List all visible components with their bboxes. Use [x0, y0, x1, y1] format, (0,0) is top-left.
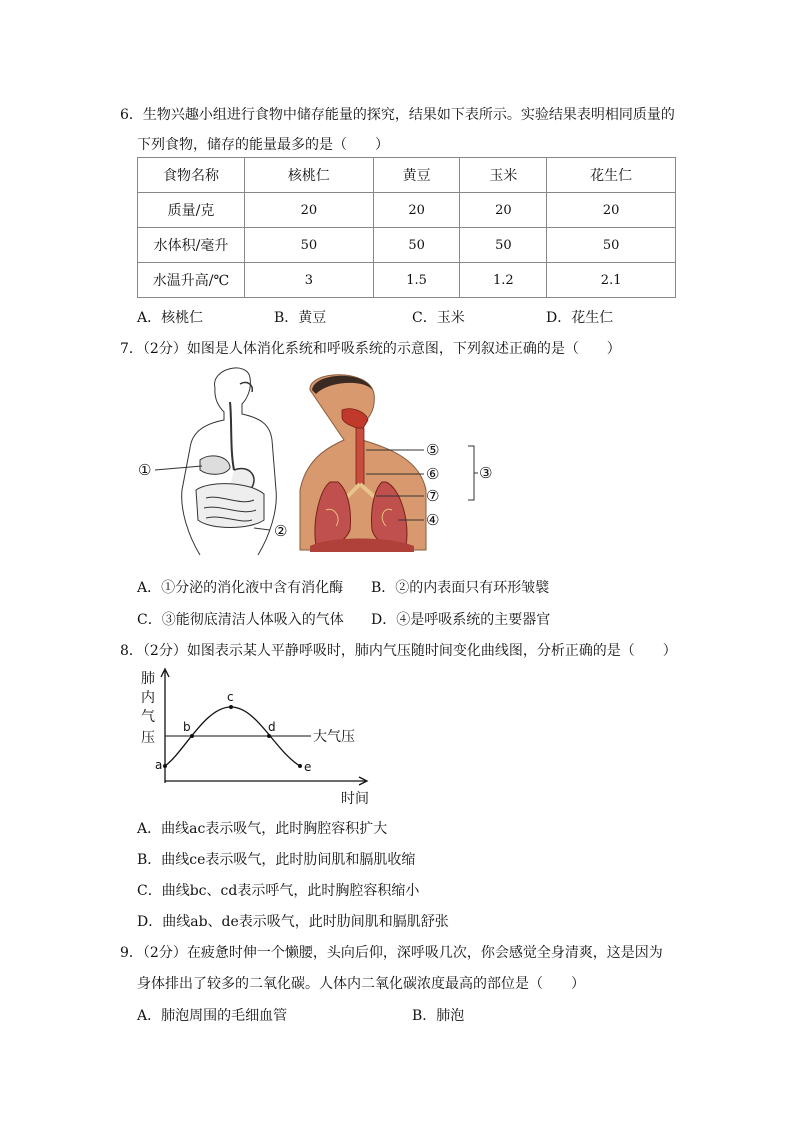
table-header-cell: 核桃仁 [245, 158, 374, 193]
q7-option-c[interactable]: C．③能彻底清洁人体吸入的气体 [137, 612, 344, 628]
leader-line-2 [254, 528, 270, 530]
point-d-label: d [268, 720, 276, 734]
point-c [229, 705, 233, 709]
table-header-row [138, 158, 676, 193]
ylabel-char: 压 [141, 730, 155, 746]
table-header-cell: 玉米 [460, 158, 547, 193]
q7-option-d[interactable]: D．④是呼吸系统的主要器官 [371, 612, 551, 628]
lung-pressure-graph [135, 663, 375, 813]
q8-option-d[interactable]: D．曲线ab、de表示吸气，此时肋间肌和膈肌舒张 [137, 914, 449, 930]
label-7: ⑦ [426, 487, 440, 505]
table-cell: 水温升高/℃ [138, 263, 245, 298]
ylabel-char: 肺 [141, 671, 155, 687]
q6-stem-line2: 下列食物，储存的能量最多的是（ ） [137, 137, 389, 153]
q6-option-d[interactable]: D．花生仁 [546, 310, 614, 326]
point-a [163, 764, 167, 768]
q6-option-c[interactable]: C．玉米 [412, 310, 465, 326]
q7-stem: 7．（2分）如图是人体消化系统和呼吸系统的示意图，下列叙述正确的是（ ） [120, 341, 621, 357]
label-6: ⑥ [426, 465, 440, 483]
table-row [138, 193, 676, 228]
q6-option-a[interactable]: A．核桃仁 [137, 310, 204, 326]
label-2: ② [274, 522, 288, 540]
digestive-respiratory-figure [130, 360, 500, 565]
q6-stem-line1: 6．生物兴趣小组进行食物中储存能量的探究，结果如下表所示。实验结果表明相同质量的 [120, 107, 675, 123]
bracket-3 [468, 446, 474, 500]
respiratory-system-drawing [300, 375, 426, 552]
table-cell: 2.1 [547, 263, 676, 298]
table-header-cell: 黄豆 [373, 158, 460, 193]
table-cell: 50 [245, 228, 374, 263]
ylabel-char: 气 [141, 709, 155, 725]
table-cell: 50 [460, 228, 547, 263]
table-cell: 1.2 [460, 263, 547, 298]
point-d [267, 734, 271, 738]
q7-option-a[interactable]: A．①分泌的消化液中含有消化酶 [137, 580, 344, 596]
label-3: ③ [479, 464, 493, 482]
q9-stem-line1: 9．（2分）在疲惫时伸一个懒腰，头向后仰，深呼吸几次，你会感觉全身清爽，这是因为 [120, 945, 663, 961]
leader-line-1 [155, 466, 202, 470]
table-cell: 质量/克 [138, 193, 245, 228]
point-a-label: a [155, 758, 163, 772]
table-row [138, 263, 676, 298]
q9-option-b[interactable]: B．肺泡 [412, 1008, 465, 1024]
table-header-cell: 花生仁 [547, 158, 676, 193]
atmospheric-pressure-label: 大气压 [313, 729, 355, 745]
point-e-label: e [304, 760, 312, 774]
q9-option-a[interactable]: A．肺泡周围的毛细血管 [137, 1008, 288, 1024]
q8-option-b[interactable]: B．曲线ce表示吸气，此时肋间肌和膈肌收缩 [137, 852, 416, 868]
table-header-cell: 食物名称 [138, 158, 245, 193]
q7-option-b[interactable]: B．②的内表面只有环形皱襞 [371, 580, 550, 596]
table-cell: 20 [245, 193, 374, 228]
xlabel: 时间 [341, 791, 369, 807]
digestive-system-drawing [182, 368, 277, 555]
point-b-label: b [183, 720, 191, 734]
label-1: ① [138, 461, 152, 479]
point-b [190, 734, 194, 738]
q9-stem-line2: 身体排出了较多的二氧化碳。人体内二氧化碳浓度最高的部位是（ ） [137, 976, 585, 992]
table-cell: 50 [547, 228, 676, 263]
table-cell: 50 [373, 228, 460, 263]
q6-option-b[interactable]: B．黄豆 [274, 310, 327, 326]
table-cell: 1.5 [373, 263, 460, 298]
q8-stem: 8．（2分）如图表示某人平静呼吸时，肺内气压随时间变化曲线图，分析正确的是（ ） [120, 643, 677, 659]
label-5: ⑤ [426, 441, 440, 459]
point-e [298, 764, 302, 768]
q8-option-a[interactable]: A．曲线ac表示吸气，此时胸腔容积扩大 [137, 821, 388, 837]
table-cell: 水体积/毫升 [138, 228, 245, 263]
label-4: ④ [426, 511, 440, 529]
table-cell: 20 [460, 193, 547, 228]
table-cell: 20 [547, 193, 676, 228]
ylabel-char: 内 [141, 690, 155, 706]
point-c-label: c [227, 690, 234, 704]
table-cell: 3 [245, 263, 374, 298]
table-row [138, 228, 676, 263]
q8-option-c[interactable]: C．曲线bc、cd表示呼气，此时胸腔容积缩小 [137, 883, 420, 899]
food-energy-table [137, 157, 676, 298]
table-cell: 20 [373, 193, 460, 228]
